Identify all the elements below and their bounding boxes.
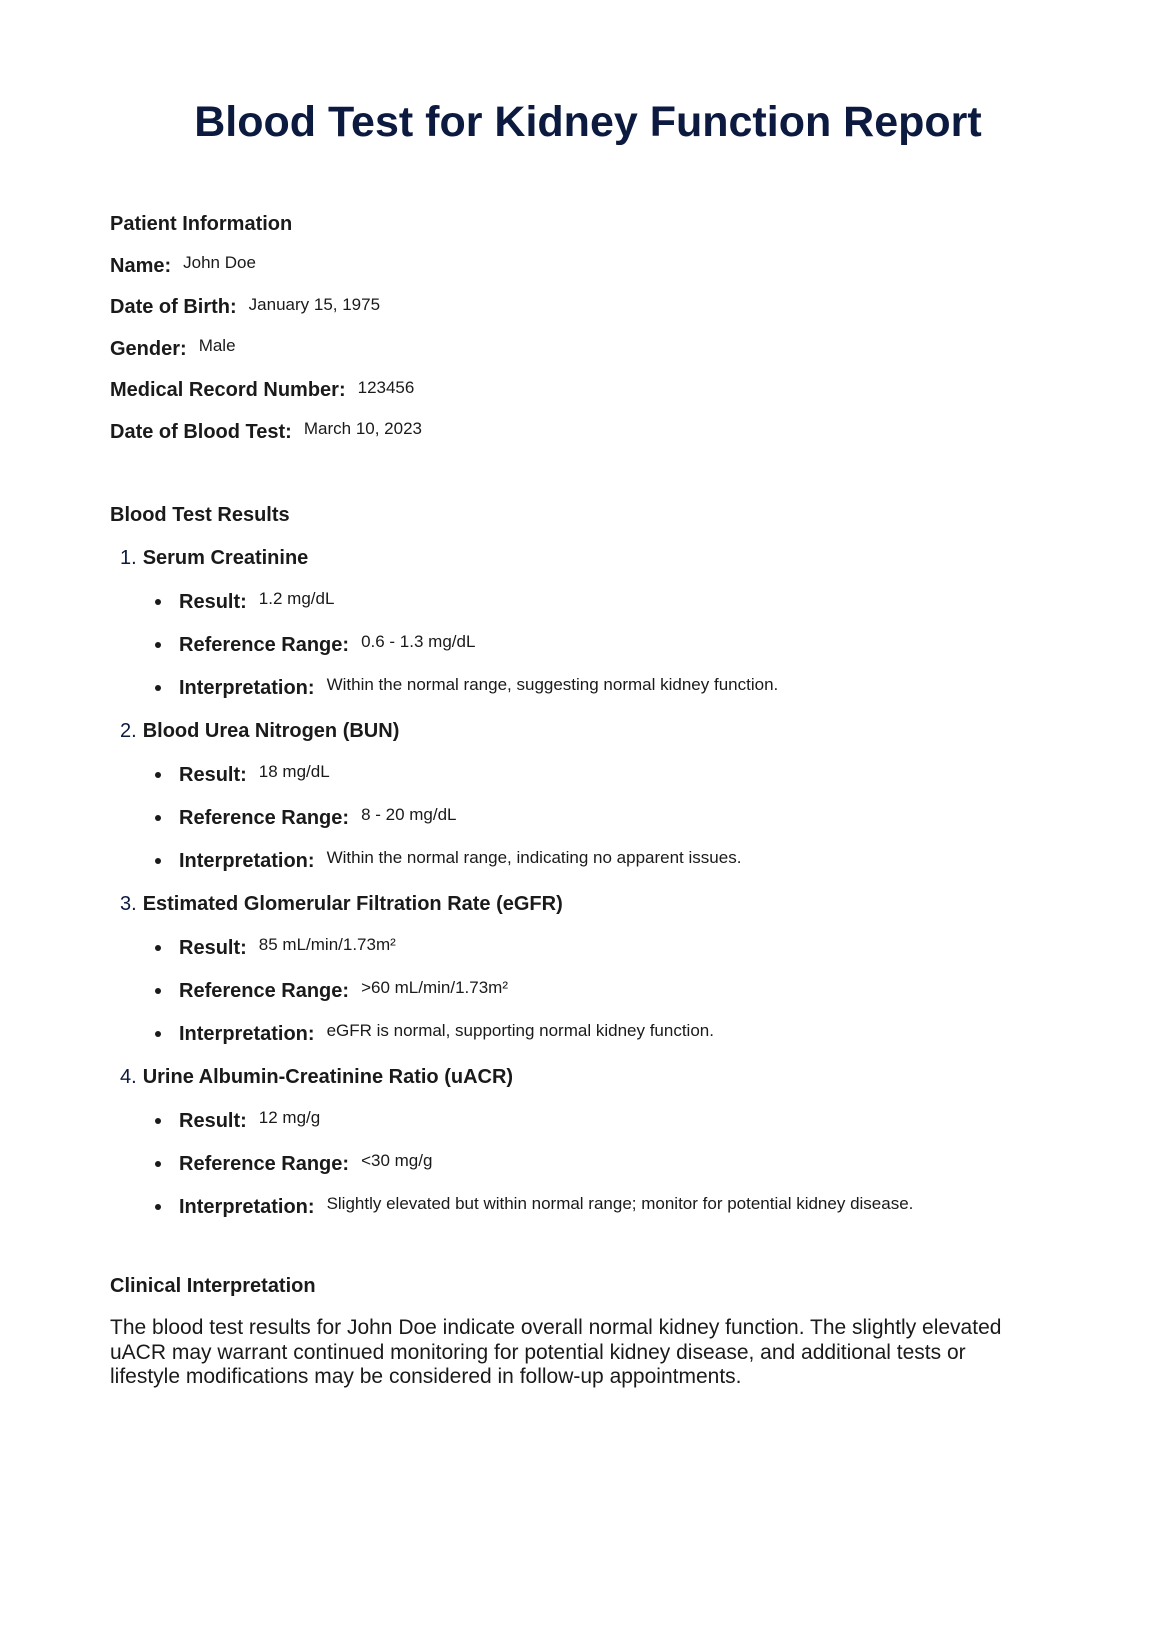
detail-value: 8 - 20 mg/dL <box>361 805 457 824</box>
detail-value: Within the normal range, indicating no apparent issues. <box>326 848 742 867</box>
field-label: Medical Record Number: <box>110 379 346 402</box>
page-title: Blood Test for Kidney Function Report <box>194 98 982 146</box>
test-detail <box>155 927 913 970</box>
test-item <box>120 883 913 927</box>
detail-label: Interpretation: <box>179 1195 315 1218</box>
test-name: Serum Creatinine <box>142 547 309 569</box>
detail-value: 18 mg/dL <box>258 762 330 781</box>
test-detail <box>155 667 913 710</box>
patient-field <box>110 412 422 454</box>
test-name: Estimated Glomerular Filtration Rate (eGFR) <box>142 893 563 915</box>
field-label: Date of Blood Test: <box>110 420 292 443</box>
test-detail <box>155 970 913 1013</box>
detail-label: Result: <box>179 936 247 959</box>
test-number: 4. <box>120 1066 137 1088</box>
detail-label: Reference Range: <box>179 806 350 829</box>
test-detail <box>155 624 913 667</box>
field-label: Name: <box>110 254 172 277</box>
test-name: Blood Urea Nitrogen (BUN) <box>142 720 400 742</box>
detail-value: 12 mg/g <box>258 1108 321 1127</box>
section-heading: Blood Test Results <box>110 504 290 527</box>
bullet-icon <box>155 858 161 864</box>
bullet-icon <box>155 1031 161 1037</box>
bullet-icon <box>155 945 161 951</box>
patient-field <box>110 370 422 412</box>
patient-field <box>110 287 422 329</box>
detail-label: Result: <box>179 590 247 613</box>
field-value: 123456 <box>357 377 415 397</box>
bullet-icon <box>155 599 161 605</box>
test-number: 3. <box>120 893 137 915</box>
field-value: January 15, 1975 <box>248 294 381 314</box>
detail-label: Reference Range: <box>179 1152 350 1175</box>
detail-value: 85 mL/min/1.73m² <box>258 935 396 954</box>
test-detail <box>155 581 913 624</box>
test-detail <box>155 840 913 883</box>
detail-value: <30 mg/g <box>361 1151 433 1170</box>
patient-field <box>110 246 422 288</box>
detail-label: Interpretation: <box>179 676 315 699</box>
bullet-icon <box>155 642 161 648</box>
bullet-icon <box>155 815 161 821</box>
test-name: Urine Albumin-Creatinine Ratio (uACR) <box>142 1066 514 1088</box>
bullet-icon <box>155 772 161 778</box>
detail-value: >60 mL/min/1.73m² <box>361 978 508 997</box>
detail-label: Result: <box>179 763 247 786</box>
detail-value: 1.2 mg/dL <box>258 589 335 608</box>
patient-field <box>110 329 422 371</box>
bullet-icon <box>155 685 161 691</box>
test-number: 1. <box>120 547 137 569</box>
bullet-icon <box>155 1118 161 1124</box>
bullet-icon <box>155 1204 161 1210</box>
blood-test-results-section <box>110 495 913 1229</box>
test-detail <box>155 1013 913 1056</box>
detail-label: Reference Range: <box>179 633 350 656</box>
field-value: March 10, 2023 <box>303 419 422 439</box>
detail-value: eGFR is normal, supporting normal kidney function. <box>326 1021 714 1040</box>
detail-label: Reference Range: <box>179 979 350 1002</box>
detail-label: Result: <box>179 1109 247 1132</box>
test-detail <box>155 797 913 840</box>
bullet-icon <box>155 1161 161 1167</box>
clinical-interpretation-heading <box>110 1266 316 1308</box>
detail-value: 0.6 - 1.3 mg/dL <box>361 632 476 651</box>
field-value: John Doe <box>183 253 256 273</box>
detail-label: Interpretation: <box>179 1022 315 1045</box>
test-item <box>120 537 913 581</box>
detail-label: Interpretation: <box>179 849 315 872</box>
test-detail <box>155 1100 913 1143</box>
test-detail <box>155 754 913 797</box>
bullet-icon <box>155 988 161 994</box>
detail-value: Within the normal range, suggesting normal kidney function. <box>326 675 779 694</box>
test-detail <box>155 1186 913 1229</box>
field-label: Date of Birth: <box>110 296 237 319</box>
clinical-interpretation-text: The blood test results for John Doe indicate overall normal kidney function. The slightly elevated uACR may warrant continued monitoring for potential kidney disease, and additional tests or lifestyle modifications may be considered in follow-up appointments. <box>110 1316 1002 1388</box>
test-detail <box>155 1143 913 1186</box>
field-value: Male <box>198 336 236 356</box>
test-item <box>120 710 913 754</box>
patient-information-section <box>110 204 422 453</box>
test-number: 2. <box>120 720 137 742</box>
section-heading: Patient Information <box>110 213 293 236</box>
test-item <box>120 1056 913 1100</box>
detail-value: Slightly elevated but within normal range; monitor for potential kidney disease. <box>326 1194 914 1213</box>
field-label: Gender: <box>110 337 187 360</box>
section-heading: Clinical Interpretation <box>110 1275 316 1298</box>
